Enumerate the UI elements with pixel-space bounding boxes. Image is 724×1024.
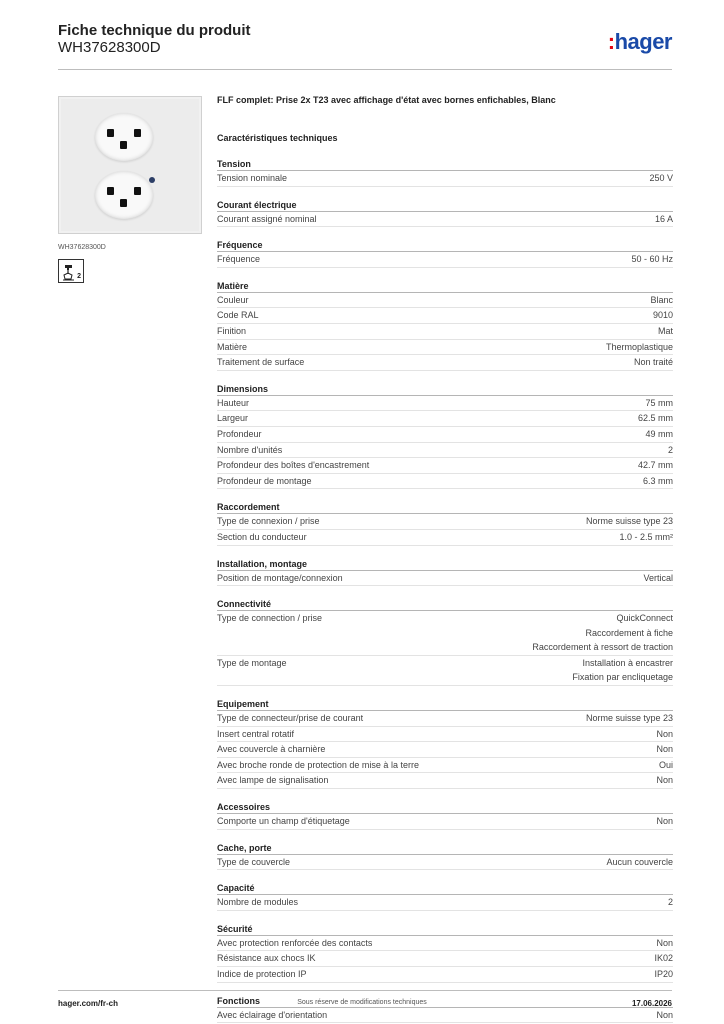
spec-section [217,157,673,187]
spec-section [217,881,673,911]
section-heading: Installation, montage [217,557,673,571]
socket-pin [107,129,114,137]
spec-section [217,382,673,490]
spec-value: IP20 [654,969,673,979]
spec-label: Tension nominale [217,173,288,183]
footer-divider [58,990,672,991]
spec-value: 62.5 mm [637,413,673,424]
socket-plate [61,99,199,231]
spec-label: Insert central rotatif [217,728,295,739]
spec-value: Non [656,728,673,739]
ik-badge-number: 2 [77,273,81,280]
spec-value: Norme suisse type 23 [585,516,673,527]
spec-section [217,238,673,268]
product-photo [58,96,202,234]
socket-pin [107,187,114,195]
spec-row [217,967,673,983]
spec-label: Résistance aux chocs IK [217,953,316,964]
spec-row [217,773,673,789]
spec-value: Non traité [633,357,673,368]
spec-label: Code RAL [217,310,259,321]
spec-label: Avec protection renforcée des contacts [217,937,373,948]
spec-label: Matière [217,341,248,352]
spec-label: Fréquence [217,254,261,265]
spec-row [217,758,673,774]
header-divider [58,69,672,70]
spec-section [217,697,673,789]
page-title: Fiche technique du produit [58,22,251,39]
spec-label: Profondeur [217,428,262,439]
footer-disclaimer: Sous réserve de modifications techniques [297,999,427,1006]
spec-row [217,727,673,743]
spec-section [217,800,673,830]
specs-heading: Caractéristiques techniques [217,133,338,143]
spec-section [217,557,673,587]
spec-row [217,427,673,443]
spec-value: Aucun couvercle [606,856,673,867]
section-heading: Tension [217,157,673,171]
spec-row [217,936,673,952]
spec-label: Courant assigné nominal [217,213,317,224]
spec-value: 75 mm [645,397,673,408]
spec-row [217,171,673,187]
spec-row [217,411,673,427]
spec-label: Position de montage/connexion [217,572,343,583]
section-heading: Capacité [217,881,673,895]
product-title: FLF complet: Prise 2x T23 avec affichage d'état avec bornes enfichables, Blanc [217,95,556,105]
spec-section [217,841,673,871]
spec-row [217,1008,673,1024]
spec-column [217,92,673,1023]
hager-logo [608,29,672,55]
spec-value: Vertical [643,572,673,583]
footer-website: hager.com/fr-ch [58,999,119,1008]
spec-row [217,324,673,340]
spec-row [217,212,673,228]
spec-label: Type de montage [217,657,287,668]
spec-row [217,742,673,758]
spec-row [217,474,673,490]
spec-label: Nombre d'unités [217,444,283,455]
spec-label: Indice de protection IP [217,969,307,979]
spec-label: Profondeur des boîtes d'encastrement [217,460,370,471]
section-heading: Fréquence [217,238,673,252]
spec-value: Non [656,1009,673,1020]
ik-protection-icon [58,259,84,283]
image-caption: WH37628300D [58,244,106,251]
spec-row [217,458,673,474]
socket-pin [120,141,127,149]
section-heading: Equipement [217,697,673,711]
spec-label: Comporte un champ d'étiquetage [217,816,350,827]
spec-label: Section du conducteur [217,531,307,542]
footer-date: 17.06.2026 [631,999,672,1008]
spec-value: 2 [667,897,673,908]
spec-section [217,198,673,228]
spec-row [217,396,673,412]
spec-row [217,855,673,871]
socket-pin [134,129,141,137]
hammer-icon [59,260,85,284]
spec-row [217,656,673,686]
spec-label: Avec lampe de signalisation [217,775,329,786]
logo-text: hager [614,29,672,54]
section-heading: Courant électrique [217,198,673,212]
spec-section [217,279,673,371]
spec-value: 16 A [654,213,673,224]
spec-value: Non [656,937,673,948]
spec-label: Finition [217,325,247,336]
spec-row [217,293,673,309]
spec-label: Nombre de modules [217,897,299,908]
spec-label: Avec couvercle à charnière [217,744,326,755]
spec-value: Non [656,775,673,786]
spec-value: 250 V [649,173,673,183]
logo-dots: : [607,29,615,54]
spec-value: Norme suisse type 23 [585,713,673,724]
product-image-column [58,96,202,283]
status-indicator-led [149,177,155,183]
product-reference: WH37628300D [58,39,161,56]
spec-row [217,340,673,356]
spec-row [217,814,673,830]
section-heading: Fonctions [217,994,673,1008]
socket-pin [134,187,141,195]
spec-label: Type de connection / prise [217,613,323,624]
spec-row [217,951,673,967]
section-heading: Accessoires [217,800,673,814]
spec-row [217,895,673,911]
spec-value: 42.7 mm [637,460,673,471]
spec-value: Blanc [650,294,673,305]
spec-row [217,443,673,459]
spec-label: Profondeur de montage [217,475,312,486]
spec-row [217,530,673,546]
spec-row [217,571,673,587]
spec-label: Type de connexion / prise [217,516,320,527]
spec-value: Installation à encastrer Fixation par encliquetage [572,657,673,683]
spec-row [217,355,673,371]
socket-outlet-top [95,113,153,161]
spec-value: 1.0 - 2.5 mm² [619,531,673,542]
spec-label: Traitement de surface [217,357,305,368]
section-heading: Sécurité [217,922,673,936]
spec-section [217,922,673,983]
spec-value: 2 [667,444,673,455]
spec-value: 50 - 60 Hz [631,254,673,265]
section-heading: Dimensions [217,382,673,396]
section-heading: Connectivité [217,597,673,611]
spec-value: 6.3 mm [642,475,673,486]
spec-sections [217,157,673,1023]
spec-label: Type de connecteur/prise de courant [217,713,364,724]
spec-label: Avec éclairage d'orientation [217,1009,328,1020]
spec-value: 9010 [652,310,673,321]
section-heading: Cache, porte [217,841,673,855]
spec-row [217,252,673,268]
socket-outlet-bottom [95,171,153,219]
spec-row [217,514,673,530]
spec-value: Non [656,744,673,755]
spec-row [217,611,673,656]
spec-label: Largeur [217,413,249,424]
spec-value: Non [656,816,673,827]
spec-value: 49 mm [645,428,673,439]
page-header [58,22,674,70]
spec-label: Couleur [217,294,249,305]
spec-value: Mat [657,325,673,336]
spec-value: Oui [658,759,673,770]
spec-section [217,597,673,686]
spec-section [217,500,673,545]
section-heading: Raccordement [217,500,673,514]
spec-row [217,711,673,727]
spec-label: Hauteur [217,397,250,408]
spec-label: Avec broche ronde de protection de mise à la terre [217,759,419,770]
spec-row [217,308,673,324]
socket-pin [120,199,127,207]
spec-value: QuickConnect Raccordement à fiche Raccordement à ressort de traction [532,613,673,653]
spec-label: Type de couvercle [217,856,291,867]
section-heading: Matière [217,279,673,293]
spec-value: IK02 [654,953,673,964]
spec-value: Thermoplastique [605,341,673,352]
